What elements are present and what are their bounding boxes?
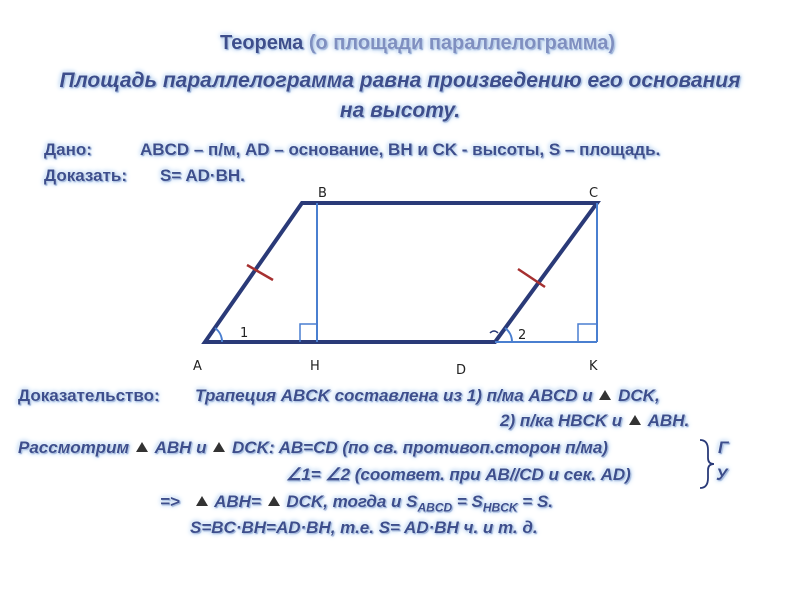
point-h-label: H bbox=[310, 359, 320, 374]
angle-2-label: 2 bbox=[518, 328, 527, 343]
proof-line2-text2: ABH. bbox=[647, 411, 690, 430]
triangle-icon bbox=[599, 390, 611, 400]
proof-line3-text2: ABH и bbox=[154, 438, 207, 457]
right-angle-h bbox=[300, 324, 317, 342]
triangle-icon bbox=[213, 442, 225, 452]
theorem-statement-line1: Площадь параллелограмма равна произведению его основания bbox=[59, 69, 741, 92]
point-a-label: A bbox=[193, 359, 202, 374]
subscript-hbck: HBCK bbox=[482, 500, 518, 515]
proof-line1 bbox=[195, 386, 660, 406]
point-b-label: B bbox=[318, 186, 327, 201]
proof-line5 bbox=[160, 492, 553, 514]
prove-label: Доказать: bbox=[44, 166, 127, 185]
proof-line6: S=BC·BH=AD·BH, т.е. S= AD·BH ч. и т. д. bbox=[190, 518, 538, 537]
proof-line5-text3: = S bbox=[456, 492, 483, 511]
proof-condition-u: У bbox=[716, 465, 728, 484]
subscript-abcd: ABCD bbox=[417, 500, 453, 515]
proof-line3-text3: DCK: AB=CD (по св. противоп.сторон п/ма) bbox=[232, 438, 608, 457]
proof-condition-g: Г bbox=[718, 438, 729, 457]
theorem-word: Теорема bbox=[220, 32, 304, 54]
triangle-icon bbox=[136, 442, 148, 452]
point-k-label: K bbox=[589, 359, 598, 374]
angle-arc-2 bbox=[505, 328, 512, 342]
triangle-icon bbox=[196, 496, 208, 506]
given-text: ABCD – п/м, AD – основание, BH и CK - высоты, S – площадь. bbox=[140, 140, 661, 159]
proof-line3-text: Рассмотрим bbox=[18, 438, 130, 457]
triangle-icon bbox=[268, 496, 280, 506]
proof-line1-text2: DCK, bbox=[618, 386, 660, 405]
proof-line4: ∠1= ∠2 (соответ. при AB//CD и сек. AD) bbox=[286, 465, 631, 484]
proof-line5-text: ABH= bbox=[214, 492, 261, 511]
angle-1-label: 1 bbox=[240, 326, 249, 341]
right-angle-k bbox=[578, 324, 597, 342]
proof-line1-text: Трапеция ABCK составлена из 1) п/ма ABCD и bbox=[195, 386, 593, 405]
proof-line2-text: 2) п/ка HBCK и bbox=[500, 411, 623, 430]
theorem-note: (о площади параллелограмма) bbox=[308, 32, 616, 54]
parallelogram-abcd bbox=[205, 203, 597, 342]
prove-text: S= AD·BH. bbox=[160, 166, 245, 185]
implies-arrow: => bbox=[160, 492, 180, 511]
point-d-label: D bbox=[456, 363, 467, 378]
proof-line5-text2: DCK, тогда и S bbox=[286, 492, 418, 511]
given-label: Дано: bbox=[44, 140, 92, 159]
proof-label: Доказательство: bbox=[18, 386, 160, 405]
proof-line5-text4: = S. bbox=[522, 492, 554, 511]
point-c-label: C bbox=[589, 186, 599, 201]
angle-arc-1 bbox=[215, 328, 222, 342]
proof-line2 bbox=[500, 411, 689, 431]
proof-line3 bbox=[18, 438, 608, 458]
theorem-statement-line2: на высоту. bbox=[339, 99, 461, 122]
triangle-icon bbox=[629, 415, 641, 425]
